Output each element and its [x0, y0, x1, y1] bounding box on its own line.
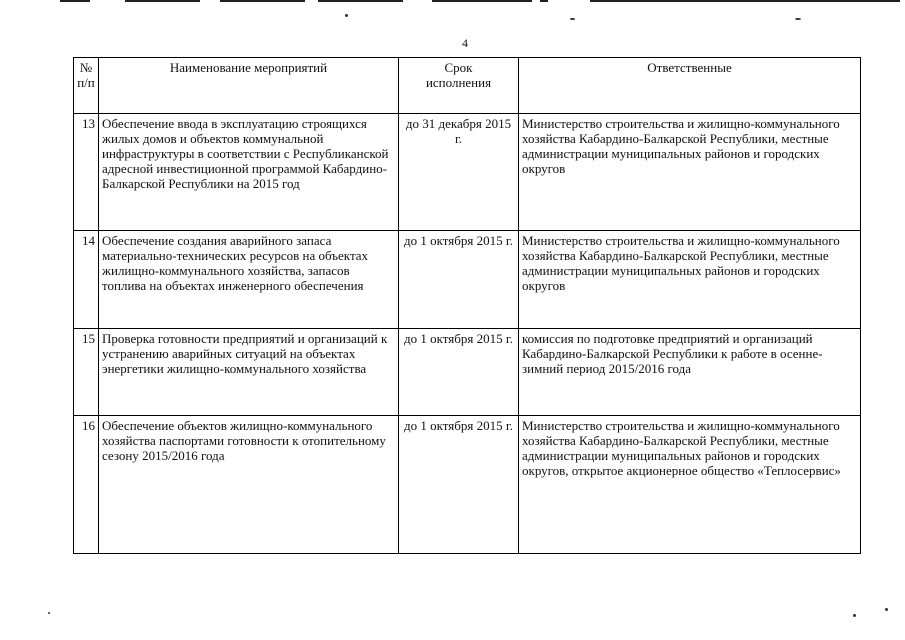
table-row — [74, 114, 861, 231]
scan-artifact-line — [432, 0, 532, 2]
measure-name: Обеспечение ввода в эксплуатацию строящихся жилых домов и объектов коммунальной инфраструктуры в соответствии с Республиканской адресной инвестиционной программой Кабардино-Балкарской Республики на 2015 год — [99, 114, 399, 231]
scan-artifact-line — [540, 0, 548, 2]
row-number: 13 — [74, 114, 99, 231]
table-row — [74, 230, 861, 329]
page-number: 4 — [462, 36, 468, 50]
scan-artifact-line — [125, 0, 200, 2]
scan-artifact-line — [60, 0, 90, 2]
measure-name: Проверка готовности предприятий и организаций к устранению аварийных ситуаций на объектах энергетики жилищно-коммунального хозяйства — [99, 329, 399, 416]
row-number: 15 — [74, 329, 99, 416]
scan-speck — [795, 18, 801, 20]
header-measure-name: Наименование мероприятий — [99, 58, 399, 114]
scan-artifact-line — [220, 0, 305, 2]
deadline: до 1 октября 2015 г. — [399, 329, 519, 416]
responsible: Министерство строительства и жилищно-коммунального хозяйства Кабардино-Балкарской Республики, местные администрации муниципальных районов и городских округов, открытое акционерное общество «Теплосервис» — [519, 416, 861, 554]
deadline: до 1 октября 2015 г. — [399, 230, 519, 329]
responsible: Министерство строительства и жилищно-коммунального хозяйства Кабардино-Балкарской Республики, местные администрации муниципальных районов и городских округов — [519, 230, 861, 329]
scan-artifact-line — [318, 0, 403, 2]
scan-speck — [853, 614, 856, 617]
scan-speck — [48, 612, 50, 614]
scan-speck — [885, 608, 888, 611]
row-number: 14 — [74, 230, 99, 329]
measure-name: Обеспечение создания аварийного запаса материально-технических ресурсов на объектах жилищно-коммунального хозяйства, запасов топлива на объектах инженерного обеспечения — [99, 230, 399, 329]
table-row — [74, 416, 861, 554]
header-responsible: Ответственные — [519, 58, 861, 114]
measure-name: Обеспечение объектов жилищно-коммунального хозяйства паспортами готовности к отопительному сезону 2015/2016 года — [99, 416, 399, 554]
table-header-row — [74, 58, 861, 114]
scan-artifact-line — [590, 0, 900, 2]
table-row — [74, 329, 861, 416]
deadline: до 31 декабря 2015 г. — [399, 114, 519, 231]
scan-speck — [345, 14, 348, 17]
header-number: № п/п — [74, 58, 99, 114]
responsible: комиссия по подготовке предприятий и организаций Кабардино-Балкарской Республики к работе в осенне-зимний период 2015/2016 года — [519, 329, 861, 416]
scan-speck — [570, 18, 575, 20]
header-deadline: Срок исполнения — [399, 58, 519, 114]
row-number: 16 — [74, 416, 99, 554]
responsible: Министерство строительства и жилищно-коммунального хозяйства Кабардино-Балкарской Республики, местные администрации муниципальных районов и городских округов — [519, 114, 861, 231]
measures-table — [73, 57, 861, 554]
deadline: до 1 октября 2015 г. — [399, 416, 519, 554]
